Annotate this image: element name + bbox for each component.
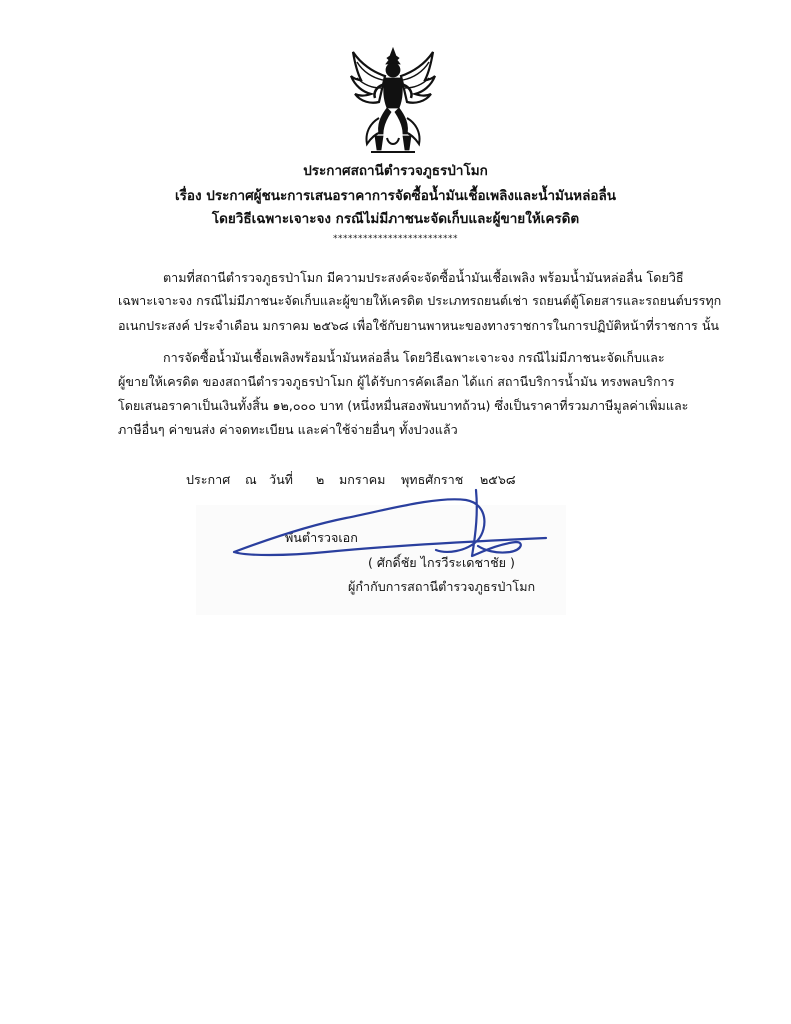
- announcement-title: ประกาศสถานีตำรวจภูธรป่าโมก: [303, 163, 488, 179]
- announce-at: ณ: [245, 472, 257, 487]
- announce-prefix: ประกาศ: [186, 472, 231, 487]
- handwritten-signature-icon: [226, 482, 556, 582]
- announce-year: ๒๕๖๘: [480, 472, 516, 487]
- announcement-method: โดยวิธีเฉพาะเจาะจง กรณีไม่มีภาชนะจัดเก็บและผู้ขายให้เครดิต: [211, 211, 580, 227]
- announce-month: มกราคม: [339, 472, 386, 487]
- announce-day: ๒: [316, 472, 325, 487]
- announce-day-label: วันที่: [269, 472, 293, 487]
- paragraph-1-line-2: เฉพาะเจาะจง กรณีไม่มีภาชนะจัดเก็บและผู้ขายให้เครดิต ประเภทรถยนต์เช่า รถยนต์ตู้โดยสารและรถยนต์บรรทุก: [118, 293, 722, 308]
- paragraph-1-line-1: ตามที่สถานีตำรวจภูธรป่าโมก มีความประสงค์จะจัดซื้อน้ำมันเชื้อเพลิง พร้อมน้ำมันหล่อลื่น โดยวิธี: [163, 270, 684, 285]
- garuda-emblem-icon: [349, 46, 437, 156]
- paragraph-1-line-3: อเนกประสงค์ ประจำเดือน มกราคม ๒๕๖๘ เพื่อใช้กับยานพาหนะของทางราชการในการปฏิบัติหน้าที่ราชการ นั้น: [118, 318, 720, 333]
- paragraph-2-line-2: ผู้ขายให้เครดิต ของสถานีตำรวจภูธรป่าโมก ผู้ได้รับการคัดเลือก ได้แก่ สถานีบริการน้ำมัน ทรงพลบริการ: [118, 374, 675, 389]
- signer-rank: พันตำรวจเอก: [285, 530, 358, 545]
- signer-name: ( ศักดิ์ชัย ไกรวีระเดชาชัย ): [368, 555, 515, 570]
- separator-line: *************************: [333, 234, 458, 244]
- paragraph-2-line-1: การจัดซื้อน้ำมันเชื้อเพลิงพร้อมน้ำมันหล่อลื่น โดยวิธีเฉพาะเจาะจง กรณีไม่มีภาชนะจัดเก็บและ: [163, 350, 665, 365]
- announce-era: พุทธศักราช: [401, 472, 464, 487]
- announcement-subject: เรื่อง ประกาศผู้ชนะการเสนอราคาการจัดซื้อน้ำมันเชื้อเพลิงและน้ำมันหล่อลื่น: [175, 188, 616, 204]
- signer-position: ผู้กำกับการสถานีตำรวจภูธรป่าโมก: [348, 579, 536, 594]
- paragraph-2-line-3: โดยเสนอราคาเป็นเงินทั้งสิ้น ๑๒,๐๐๐ บาท (หนึ่งหมื่นสองพันบาทถ้วน) ซึ่งเป็นราคาที่รวมภาษีมูลค่าเพิ่มและ: [118, 398, 689, 413]
- paragraph-2-line-4: ภาษีอื่นๆ ค่าขนส่ง ค่าจดทะเบียน และค่าใช้จ่ายอื่นๆ ทั้งปวงแล้ว: [118, 422, 458, 437]
